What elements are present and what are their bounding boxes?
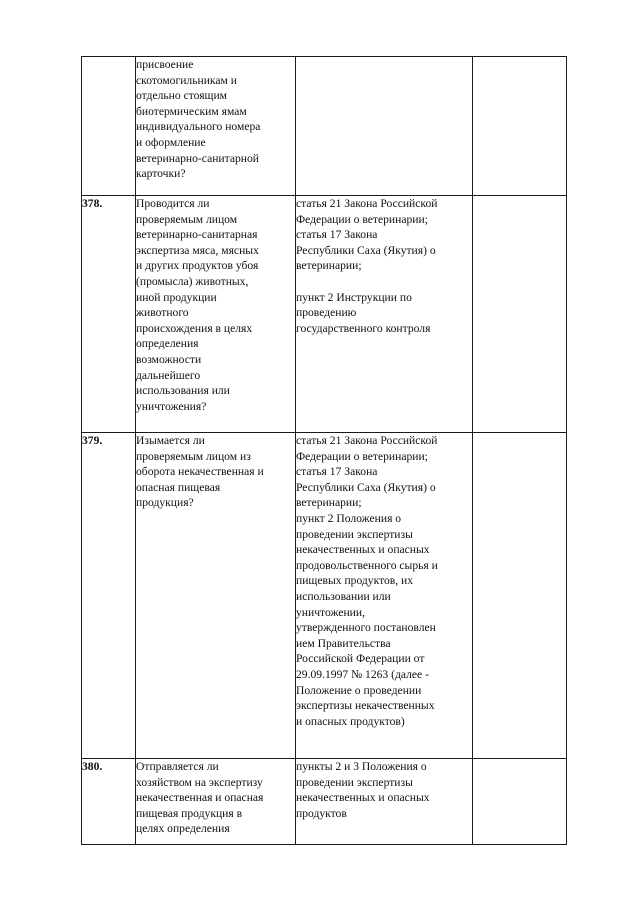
table-row — [82, 196, 567, 433]
question-line: Отправляется ли — [136, 760, 219, 773]
reference-line: пункт 2 Инструкции по — [296, 290, 412, 304]
row-number-cell — [82, 57, 136, 196]
reference-line: статья 21 Закона Российской — [296, 434, 438, 447]
reference-line: уничтожении, — [296, 605, 365, 619]
checklist-table-body — [82, 57, 567, 845]
reference-line: статья 21 Закона Российской — [296, 197, 438, 210]
reference-line: пункт 2 Положения о — [296, 511, 402, 525]
note-cell — [473, 759, 567, 845]
question-line: отдельно стоящим — [136, 89, 228, 103]
reference-line: пищевых продуктов, их — [296, 574, 414, 588]
table-row — [82, 759, 567, 845]
question-line: Изымается ли — [136, 434, 205, 447]
note-cell — [473, 433, 567, 759]
row-number-cell — [82, 433, 136, 759]
question-line: продукция? — [136, 496, 194, 510]
reference-line: продуктов — [296, 806, 347, 820]
question-line: индивидуального номера — [136, 120, 261, 134]
references-cell — [296, 196, 473, 433]
reference-line: Положение о проведении — [296, 683, 422, 697]
question-line: некачественная и опасная — [136, 791, 264, 805]
row-number: 379. — [82, 434, 103, 447]
row-number: 380. — [82, 760, 103, 773]
question-line: и других продуктов убоя — [136, 259, 259, 273]
note-cell — [473, 196, 567, 433]
reference-line: продовольственного сырья и — [296, 558, 438, 572]
reference-line: 29.09.1997 № 1263 (далее - — [296, 667, 429, 681]
question-line: карточки? — [136, 167, 186, 181]
question-line: ветеринарно-санитарная — [136, 228, 258, 242]
question-cell — [136, 196, 296, 433]
reference-line: некачественных и опасных — [296, 791, 430, 805]
references-cell — [296, 759, 473, 845]
question-line: Проводится ли — [136, 197, 210, 210]
reference-line: ветеринарии; — [296, 496, 362, 510]
table-row — [82, 433, 567, 759]
question-line: и оформление — [136, 135, 206, 149]
reference-line: Российской Федерации от — [296, 652, 425, 666]
row-number-cell — [82, 196, 136, 433]
reference-line: некачественных и опасных — [296, 543, 430, 557]
question-line: биотермическим ямам — [136, 104, 247, 118]
reference-line: проведении экспертизы — [296, 527, 413, 541]
reference-line: пункты 2 и 3 Положения о — [296, 760, 427, 773]
question-line: уничтожения? — [136, 399, 207, 413]
reference-line: экспертизы некачественных — [296, 699, 435, 713]
question-line: пищевая продукция в — [136, 806, 243, 820]
reference-line: использовании или — [296, 589, 391, 603]
question-line: проверяемым лицом из — [136, 449, 251, 463]
question-line: оборота некачественная и — [136, 465, 264, 479]
question-line: иной продукции — [136, 290, 217, 304]
reference-line: Федерации о ветеринарии; — [296, 212, 428, 226]
reference-line: проведении экспертизы — [296, 775, 413, 789]
question-line: проверяемым лицом — [136, 212, 238, 226]
question-line: целях определения — [136, 822, 230, 836]
reference-line: Республики Саха (Якутия) о — [296, 243, 436, 257]
row-number: 378. — [82, 197, 103, 210]
question-line: дальнейшего — [136, 368, 201, 382]
question-line: экспертиза мяса, мясных — [136, 243, 259, 257]
question-line: животного — [136, 306, 189, 320]
references-cell — [296, 57, 473, 196]
question-cell — [136, 57, 296, 196]
reference-line: утвержденного постановлен — [296, 621, 436, 635]
question-line: возможности — [136, 352, 202, 366]
reference-line: статья 17 Закона — [296, 228, 378, 242]
reference-line: и опасных продуктов) — [296, 714, 405, 728]
question-line: присвоение — [136, 58, 194, 71]
question-line: происхождения в целях — [136, 321, 253, 335]
reference-line: проведению — [296, 306, 357, 320]
reference-line: ветеринарии; — [296, 259, 362, 273]
reference-line: статья 17 Закона — [296, 465, 378, 479]
checklist-table — [81, 56, 567, 845]
question-line: использования или — [136, 384, 230, 398]
question-cell — [136, 759, 296, 845]
question-line: ветеринарно-санитарной — [136, 151, 259, 165]
reference-line: государственного контроля — [296, 321, 431, 335]
table-row — [82, 57, 567, 196]
question-cell — [136, 433, 296, 759]
reference-line: Федерации о ветеринарии; — [296, 449, 428, 463]
question-line: опасная пищевая — [136, 480, 221, 494]
question-line: (промысла) животных, — [136, 274, 249, 288]
question-line: хозяйством на экспертизу — [136, 775, 263, 789]
references-cell — [296, 433, 473, 759]
reference-line: Республики Саха (Якутия) о — [296, 480, 436, 494]
row-number-cell — [82, 759, 136, 845]
blank-line — [296, 274, 472, 290]
question-line: скотомогильникам и — [136, 73, 237, 87]
reference-line: ием Правительства — [296, 636, 391, 650]
note-cell — [473, 57, 567, 196]
question-line: определения — [136, 337, 199, 351]
